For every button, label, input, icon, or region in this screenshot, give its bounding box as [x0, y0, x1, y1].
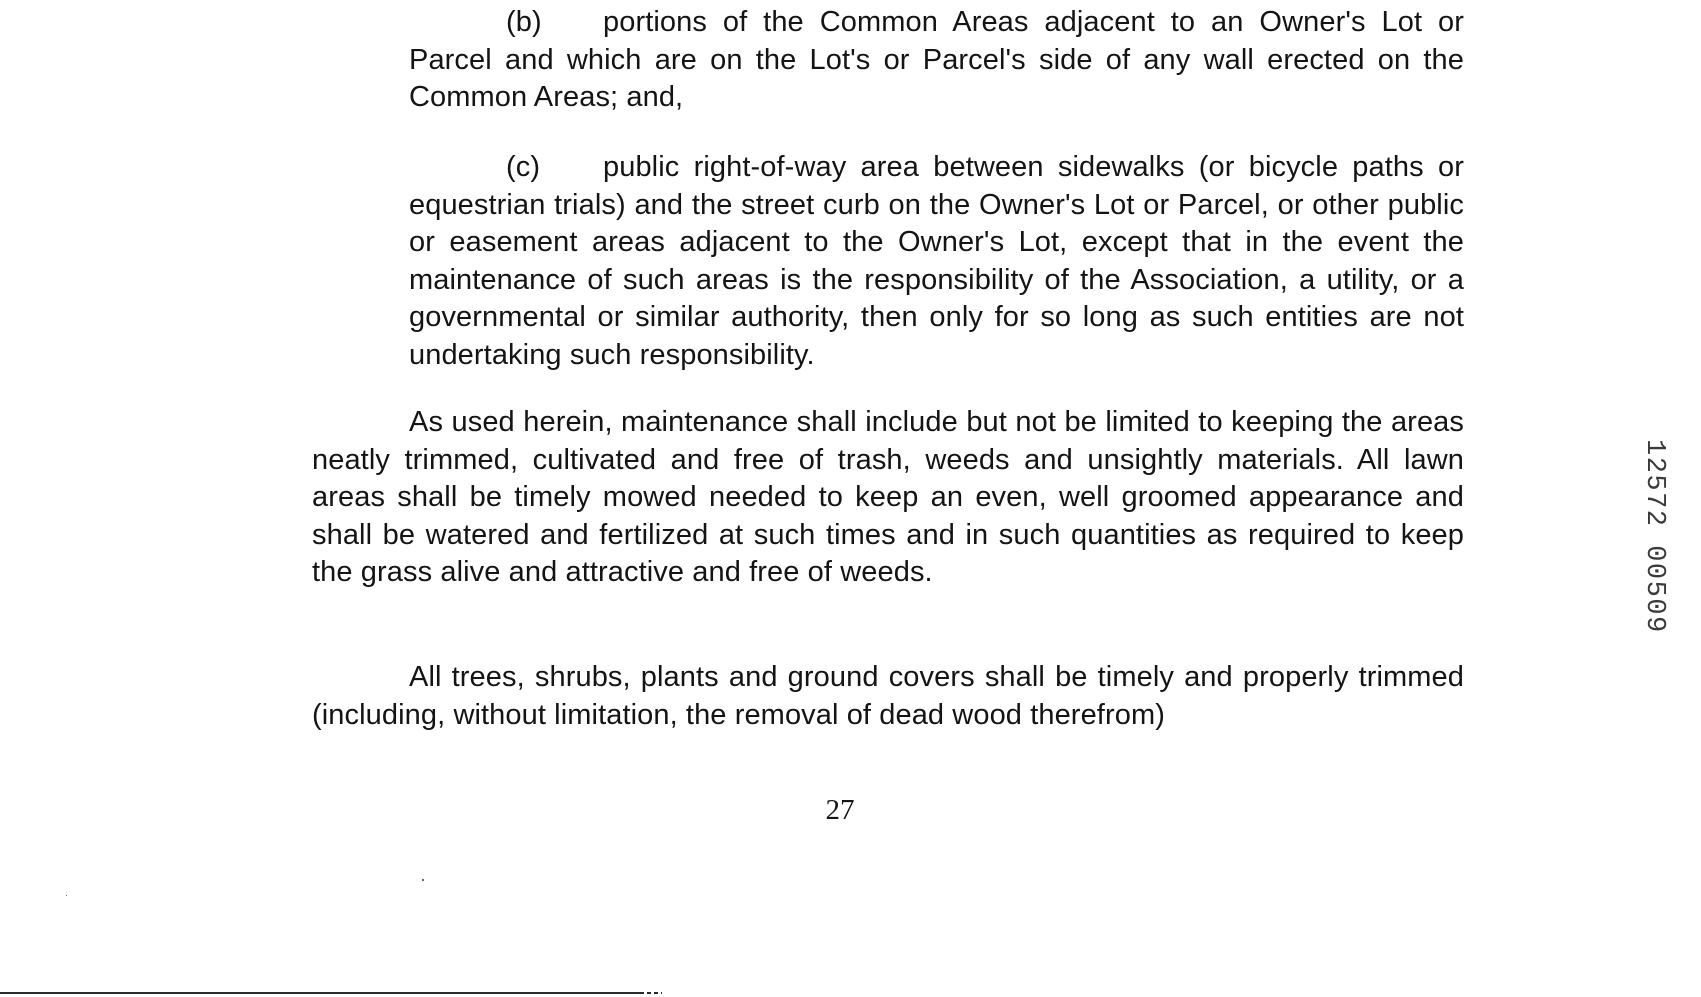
bottom-rule-dash — [640, 992, 662, 994]
subsection-b — [409, 4, 1464, 117]
recording-stamp — [1636, 401, 1672, 671]
recording-stamp-text: 12572 00509 — [1639, 438, 1669, 634]
subsection-b-marker: (b) — [506, 6, 542, 38]
trees-shrubs-paragraph: All trees, shrubs, plants and ground covers shall be timely and properly trimmed (including, without limitation, the removal of dead wood therefrom) — [312, 661, 1464, 731]
subsection-c — [409, 149, 1464, 375]
bottom-rule — [0, 992, 640, 994]
subsection-b-text: portions of the Common Areas adjacent to an Owner's Lot or Parcel and which are on the Lot's or Parcel's side of any wall erected on the Common Areas; and, — [409, 6, 1464, 114]
subsection-c-text: public right-of-way area between sidewalks (or bicycle paths or equestrian trials) and the street curb on the Owner's Lot or Parcel, or other public or easement areas adjacent to the Owner's Lot, except that in the event the maintenance of such areas is the responsibility of the Association, a utility, or a governmental or similar authority, then only for so long as such entities are not undertaking such responsibility. — [409, 151, 1464, 371]
subsection-c-marker: (c) — [506, 151, 541, 183]
scan-speck — [66, 895, 67, 896]
maintenance-definition-paragraph: As used herein, maintenance shall include but not be limited to keeping the areas neatly trimmed, cultivated and free of trash, weeds and unsightly materials. All lawn areas shall be timely mowed needed to keep an even, well groomed appearance and shall be watered and fertilized at such times and in such quantities as required to keep the grass alive and attractive and free of weeds. — [312, 406, 1464, 589]
page-number: 27 — [825, 794, 855, 826]
scan-speck — [422, 879, 424, 881]
